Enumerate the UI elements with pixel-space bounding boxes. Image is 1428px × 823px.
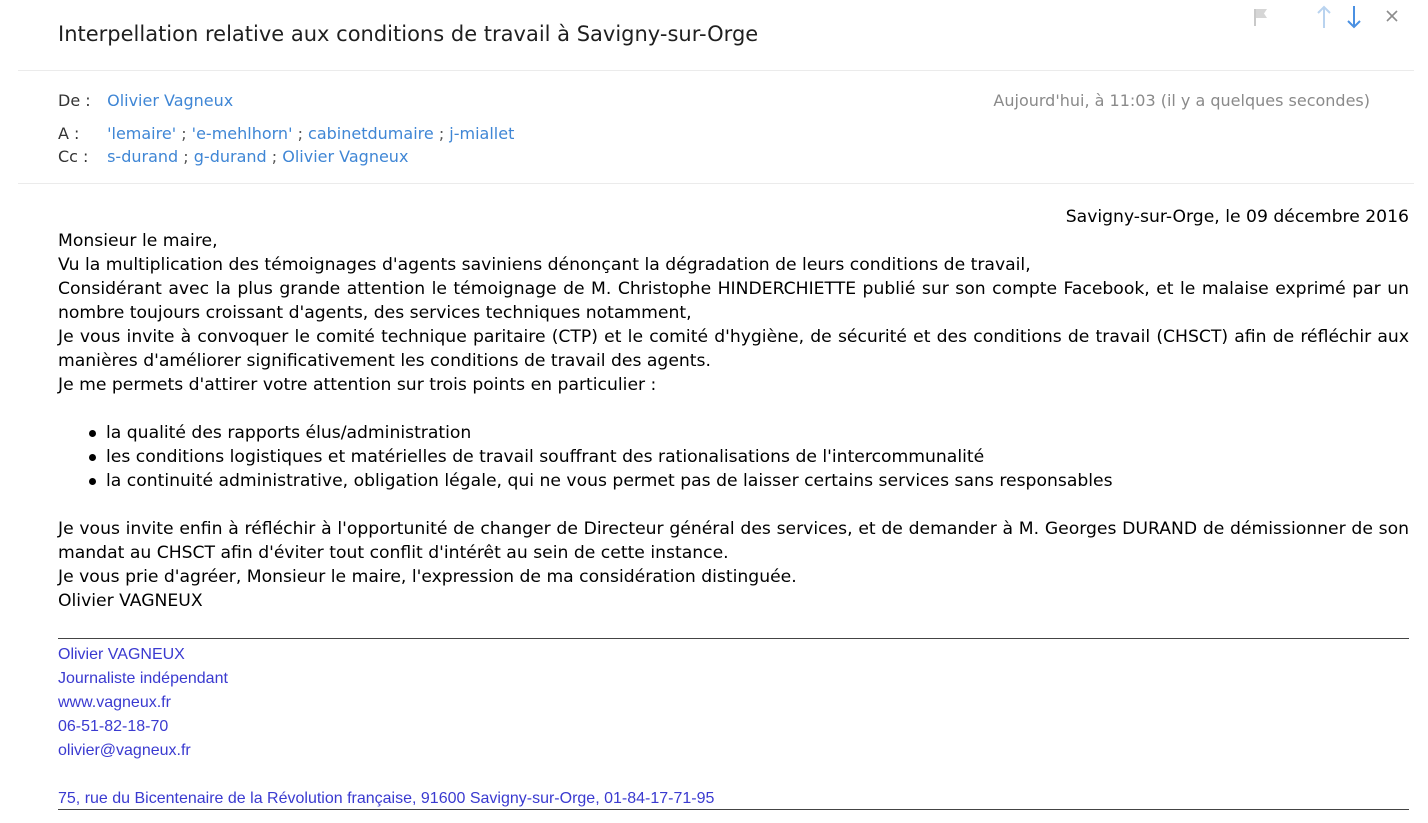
close-icon[interactable]: [1384, 8, 1400, 24]
body-divider: [18, 183, 1414, 184]
message-body: [58, 205, 1409, 613]
cc-label: Cc :: [58, 147, 89, 166]
paragraph: Je vous invite enfin à réfléchir à l'opportunité de changer de Directeur général des services, et de demander à M. Georges DURAND de démissionner de son mandat au CHSCT afin d'éviter tout conflit d'intérêt au sein de cette instance.: [58, 519, 1409, 563]
message-date: Aujourd'hui, à 11:03 (il y a quelques secondes): [993, 91, 1370, 110]
list-item: la qualité des rapports élus/administration: [106, 421, 1409, 445]
signature-divider: [58, 638, 1409, 639]
arrow-down-icon[interactable]: [1346, 4, 1362, 30]
list-item: les conditions logistiques et matérielles de travail souffrant des rationalisations de l'intercommunalité: [106, 445, 1409, 469]
signature-bottom-divider: [58, 809, 1409, 810]
paragraph: Je vous invite à convoquer le comité technique paritaire (CTP) et le comité d'hygiène, de sécurité et des conditions de travail (CHSCT) afin de réfléchir aux manières d'améliorer significativement les conditions de travail des agents.: [58, 327, 1409, 371]
separator: ;: [183, 147, 189, 166]
cc-link[interactable]: Olivier Vagneux: [282, 147, 409, 166]
recipient-link[interactable]: j-miallet: [449, 124, 515, 143]
from-row: [58, 91, 233, 110]
separator: ;: [438, 124, 445, 143]
cc-link[interactable]: g-durand: [193, 147, 267, 166]
email-signature: [58, 643, 714, 811]
separator: ;: [181, 124, 187, 143]
greeting: Monsieur le maire,: [58, 231, 218, 251]
cc-link[interactable]: s-durand: [107, 147, 179, 166]
recipient-link[interactable]: 'lemaire': [107, 124, 177, 143]
separator: ;: [271, 147, 278, 166]
recipient-link[interactable]: 'e-mehlhorn': [191, 124, 293, 143]
to-row: [58, 124, 514, 143]
paragraph: Considérant avec la plus grande attention le témoignage de M. Christophe HINDERCHIETTE publié sur son compte Facebook, et le malaise exprimé par un nombre toujours croissant d'agents, des services techniques notamment,: [58, 279, 1409, 323]
signature-website[interactable]: www.vagneux.fr: [58, 694, 171, 711]
signoff: Olivier VAGNEUX: [58, 591, 203, 611]
signature-spacer: [58, 763, 714, 787]
paragraph: Je me permets d'attirer votre attention sur trois points en particulier :: [58, 375, 657, 395]
arrow-up-icon[interactable]: [1316, 4, 1332, 30]
header-divider: [18, 70, 1414, 71]
flag-icon[interactable]: [1252, 6, 1270, 28]
from-label: De :: [58, 91, 91, 110]
signature-role: Journaliste indépendant: [58, 670, 228, 687]
to-label: A :: [58, 124, 80, 143]
signature-name: Olivier VAGNEUX: [58, 646, 185, 663]
paragraph: Je vous prie d'agréer, Monsieur le maire, l'expression de ma considération distinguée.: [58, 567, 797, 587]
recipient-link[interactable]: cabinetdumaire: [308, 124, 434, 143]
signature-address: 75, rue du Bicentenaire de la Révolution française, 91600 Savigny-sur-Orge, 01-84-17-71-95: [58, 790, 715, 807]
bullet-list: [58, 421, 1409, 493]
paragraph: Vu la multiplication des témoignages d'agents saviniens dénonçant la dégradation de leurs conditions de travail,: [58, 255, 1031, 275]
list-item: la continuité administrative, obligation légale, qui ne vous permet pas de laisser certains services sans responsables: [106, 469, 1409, 493]
message-subject: Interpellation relative aux conditions de travail à Savigny-sur-Orge: [58, 22, 759, 46]
sender-link[interactable]: Olivier Vagneux: [107, 91, 234, 110]
signature-email[interactable]: olivier@vagneux.fr: [58, 742, 191, 759]
separator: ;: [297, 124, 303, 143]
cc-row: [58, 147, 408, 166]
dateline: Savigny-sur-Orge, le 09 décembre 2016: [1065, 207, 1409, 227]
signature-phone: 06-51-82-18-70: [58, 718, 169, 735]
